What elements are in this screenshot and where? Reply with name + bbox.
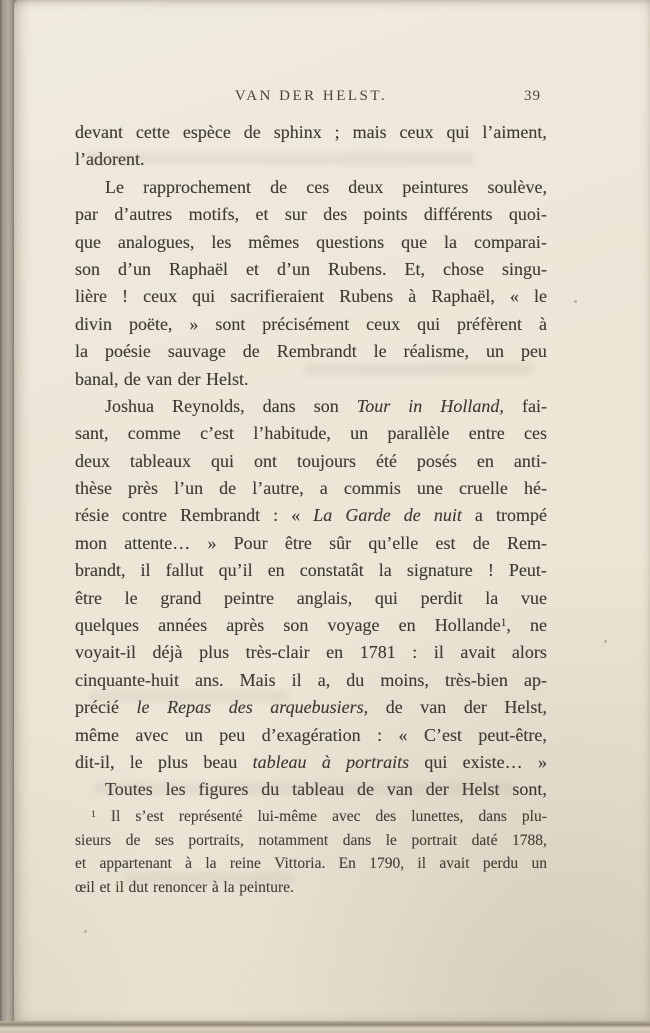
body-line: son d’un Raphaël et d’un Rubens. Et, chose singu- (75, 258, 547, 279)
paper-speck (604, 640, 607, 643)
body-line: que analogues, les mêmes questions que la comparai- (75, 231, 547, 252)
body-line: l’adorent. (75, 149, 145, 170)
body-line: brandt, il fallut qu’il en constatât la signature ! Peut- (75, 560, 547, 581)
footnote-line: et appartenant à la reine Vittoria. En 1790, il avait perdu un (75, 855, 547, 872)
body-line: résie contre Rembrandt : « La Garde de nuit a trompé (75, 505, 547, 526)
body-line: deux tableaux qui ont toujours été posés en anti- (75, 450, 547, 471)
body-line: devant cette espèce de sphinx ; mais ceux qui l’aiment, (75, 122, 547, 142)
body-line: par d’autres motifs, et sur des points différents quoi- (75, 204, 547, 225)
paper-speck (84, 930, 87, 933)
body-line: voyait-il déjà plus très-clair en 1781 : il avait alors (75, 642, 547, 663)
paper-speck (574, 300, 577, 303)
body-text (75, 122, 547, 807)
body-line: Toutes les figures du tableau de van der Helst sont, (105, 779, 547, 800)
footnote-line: sieurs de ses portraits, notamment dans le portrait daté 1788, (75, 831, 547, 849)
body-line: quelques années après son voyage en Hollande$^1$, ne (75, 615, 547, 636)
footnote-text (75, 808, 547, 902)
body-line: dit-il, le plus beau tableau à portraits qui existe… » (75, 751, 547, 772)
body-line: cinquante-huit ans. Mais il a, du moins, très-bien ap- (75, 669, 547, 690)
body-line: lière ! ceux qui sacrifieraient Rubens à Raphaël, « le (75, 286, 547, 307)
book-page (14, 0, 650, 1021)
body-line: divin poëte, » sont précisément ceux qui préfèrent à (75, 313, 547, 334)
body-line: thèse près l’un de l’autre, a commis une cruelle hé- (75, 478, 547, 499)
body-line: Le rapprochement de ces deux peintures soulève, (105, 176, 547, 197)
body-line: précié le Repas des arquebusiers, de van der Helst, (75, 697, 547, 718)
book-left-edge (0, 0, 14, 1033)
body-line: même avec un peu d’exagération : « C’est peut-être, (75, 724, 547, 745)
page-number: 39 (524, 88, 541, 104)
body-line: Joshua Reynolds, dans son Tour in Holland, fai- (105, 395, 547, 416)
footnote-line: $^1$ Il s’est représenté lui-même avec des lunettes, dans plu- (91, 808, 547, 825)
page-bottom-edge (0, 1021, 650, 1033)
body-line: sant, comme c’est l’habitude, un parallèle entre ces (75, 423, 547, 444)
body-line: banal, de van der Helst. (75, 368, 249, 389)
running-header-title: VAN DER HELST. (234, 88, 388, 104)
body-line: la poésie sauvage de Rembrandt le réalisme, un peu (75, 341, 547, 362)
body-line: être le grand peintre anglais, qui perdit la vue (75, 587, 547, 608)
footnote-line: œil et il dut renoncer à la peinture. (75, 878, 294, 896)
running-header (75, 88, 547, 110)
body-line: mon attente… » Pour être sûr qu’elle est de Rem- (75, 532, 547, 553)
